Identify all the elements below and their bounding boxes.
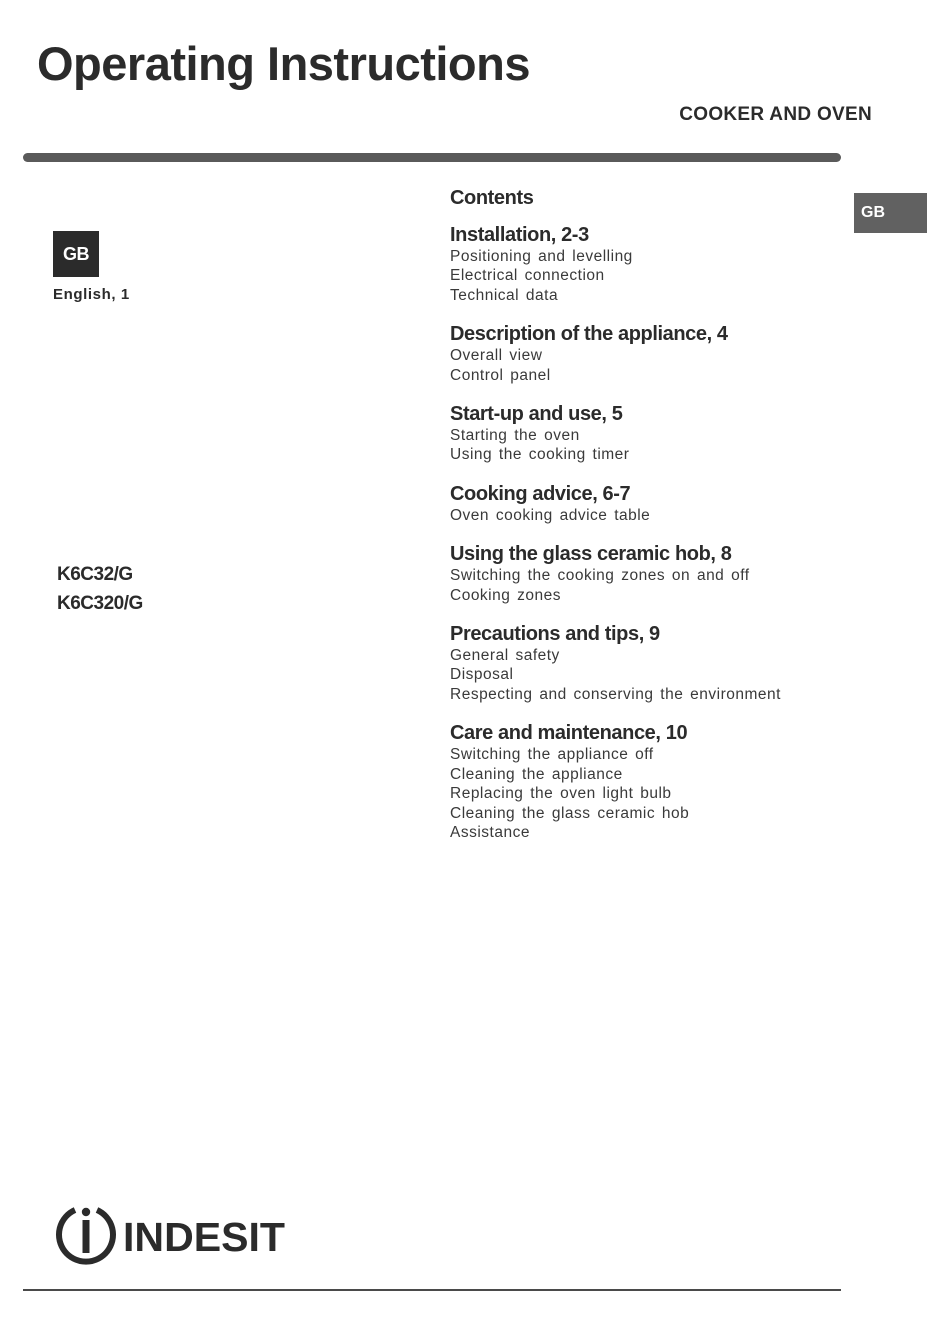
model-number: K6C32/G bbox=[57, 564, 133, 585]
section-title[interactable]: Precautions and tips, 9 bbox=[450, 623, 660, 646]
document-subtitle: COOKER AND OVEN bbox=[679, 104, 872, 125]
section-item[interactable]: Replacing the oven light bulb bbox=[450, 785, 672, 803]
contents-section bbox=[450, 622, 840, 704]
section-item[interactable]: Positioning and levelling bbox=[450, 248, 633, 265]
contents-section bbox=[450, 322, 840, 385]
section-item[interactable]: Cleaning the glass ceramic hob bbox=[450, 804, 690, 822]
contents-section bbox=[450, 482, 840, 525]
contents-heading: Contents bbox=[450, 187, 534, 209]
language-link[interactable]: English, 1 bbox=[53, 286, 130, 303]
section-item[interactable]: Switching the appliance off bbox=[450, 746, 654, 764]
model-list bbox=[57, 560, 143, 618]
contents-section bbox=[450, 721, 840, 842]
contents-section bbox=[450, 402, 840, 465]
section-title[interactable]: Start-up and use, 5 bbox=[450, 403, 623, 426]
section-item[interactable]: Respecting and conserving the environment bbox=[450, 685, 781, 703]
section-item[interactable]: Oven cooking advice table bbox=[450, 506, 651, 524]
footer-divider bbox=[23, 1289, 841, 1291]
header-divider bbox=[23, 153, 841, 162]
model-number: K6C320/G bbox=[57, 593, 143, 614]
table-of-contents bbox=[450, 185, 840, 859]
section-item[interactable]: Electrical connection bbox=[450, 267, 605, 285]
section-item[interactable]: Using the cooking timer bbox=[450, 446, 630, 464]
section-item[interactable]: Assistance bbox=[450, 823, 530, 841]
contents-section bbox=[450, 542, 840, 605]
section-item[interactable]: Overall view bbox=[450, 347, 543, 365]
section-item[interactable]: Cleaning the appliance bbox=[450, 765, 623, 783]
page-title: Operating Instructions bbox=[37, 37, 530, 90]
section-item[interactable]: Cooking zones bbox=[450, 586, 562, 604]
section-title[interactable]: Description of the appliance, 4 bbox=[450, 323, 728, 346]
indesit-i-logo-icon bbox=[59, 1208, 113, 1262]
language-badge: GB bbox=[53, 231, 99, 277]
section-title[interactable]: Care and maintenance, 10 bbox=[450, 722, 688, 745]
language-side-tab[interactable]: GB bbox=[854, 193, 927, 233]
indesit-logo bbox=[53, 1201, 293, 1267]
section-item[interactable]: Disposal bbox=[450, 666, 514, 684]
brand-wordmark: INDESIT bbox=[123, 1214, 285, 1260]
section-item[interactable]: Control panel bbox=[450, 366, 551, 384]
section-item[interactable]: Technical data bbox=[450, 286, 559, 304]
section-title[interactable]: Cooking advice, 6-7 bbox=[450, 482, 631, 505]
section-title[interactable]: Installation, 2-3 bbox=[450, 224, 589, 246]
section-item[interactable]: Starting the oven bbox=[450, 427, 580, 445]
section-item[interactable]: General safety bbox=[450, 647, 560, 665]
contents-section bbox=[450, 223, 840, 305]
section-item[interactable]: Switching the cooking zones on and off bbox=[450, 567, 750, 585]
section-title[interactable]: Using the glass ceramic hob, 8 bbox=[450, 543, 732, 566]
